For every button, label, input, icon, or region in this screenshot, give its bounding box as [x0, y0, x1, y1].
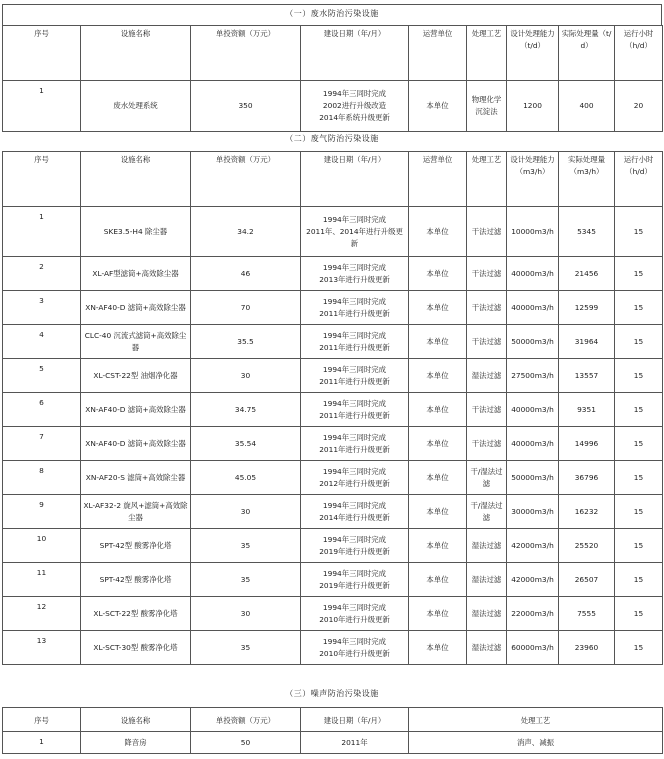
- table-cell: 本单位: [409, 597, 467, 631]
- table-cell: 废水处理系统: [81, 81, 191, 132]
- table-cell: 干法过滤: [467, 291, 507, 325]
- table-cell: 15: [615, 393, 663, 427]
- table-cell: 12599: [559, 291, 615, 325]
- table-cell: 42000m3/h: [507, 529, 559, 563]
- table-cell: 70: [191, 291, 301, 325]
- table-cell: 消声、减振: [409, 732, 663, 754]
- table-cell: 干法过滤: [467, 257, 507, 291]
- column-header: 运营单位: [409, 26, 467, 81]
- table-cell: 30: [191, 495, 301, 529]
- table-cell: 4: [3, 325, 81, 359]
- table-cell: 本单位: [409, 461, 467, 495]
- table-cell: SPT-42型 酸雾净化塔: [81, 563, 191, 597]
- table-cell: 30: [191, 597, 301, 631]
- table-row: [3, 427, 663, 461]
- column-header: 单投资额（万元）: [191, 708, 301, 732]
- table-row: [3, 81, 663, 132]
- table-cell: 15: [615, 325, 663, 359]
- table-cell: 50: [191, 732, 301, 754]
- table-cell: 干/湿法过滤: [467, 461, 507, 495]
- table-cell: 10: [3, 529, 81, 563]
- column-header: 建设日期（年/月）: [301, 708, 409, 732]
- table-cell: 1: [3, 81, 81, 132]
- table-cell: 6: [3, 393, 81, 427]
- noise-facilities-table: [2, 707, 663, 754]
- table-cell: 本单位: [409, 393, 467, 427]
- table-cell: 湿法过滤: [467, 359, 507, 393]
- table-cell: 1994年三同时完成 2010年进行升级更新: [301, 597, 409, 631]
- table-cell: 35.54: [191, 427, 301, 461]
- column-header: 单投资额（万元）: [191, 152, 301, 207]
- table-cell: 物理化学沉淀法: [467, 81, 507, 132]
- table-cell: 1994年三同时完成 2013年进行升级更新: [301, 257, 409, 291]
- column-header: 设施名称: [81, 708, 191, 732]
- table-cell: 35: [191, 529, 301, 563]
- table-cell: 30: [191, 359, 301, 393]
- table-cell: 本单位: [409, 291, 467, 325]
- table-cell: 10000m3/h: [507, 207, 559, 257]
- table-cell: 干/湿法过滤: [467, 495, 507, 529]
- table-cell: 本单位: [409, 207, 467, 257]
- table-cell: 50000m3/h: [507, 461, 559, 495]
- table-cell: 15: [615, 257, 663, 291]
- table-cell: 23960: [559, 631, 615, 665]
- table-cell: 15: [615, 563, 663, 597]
- table-cell: 1994年三同时完成 2011年进行升级更新: [301, 291, 409, 325]
- column-header: 单投资额（万元）: [191, 26, 301, 81]
- table-cell: 干法过滤: [467, 207, 507, 257]
- table-cell: 湿法过滤: [467, 529, 507, 563]
- table-row: [3, 495, 663, 529]
- table-cell: 本单位: [409, 427, 467, 461]
- table-cell: 干法过滤: [467, 325, 507, 359]
- column-header: 建设日期（年/月）: [301, 152, 409, 207]
- table-cell: XL-AF32-2 旋风+滤筒+高效除尘器: [81, 495, 191, 529]
- table-row: [3, 461, 663, 495]
- table-cell: 27500m3/h: [507, 359, 559, 393]
- table-cell: 1994年三同时完成 2012年进行升级更新: [301, 461, 409, 495]
- table-cell: 20: [615, 81, 663, 132]
- table-cell: 40000m3/h: [507, 257, 559, 291]
- table-cell: 9351: [559, 393, 615, 427]
- table-cell: 26507: [559, 563, 615, 597]
- table-cell: 本单位: [409, 495, 467, 529]
- table-cell: 本单位: [409, 359, 467, 393]
- table-cell: 1: [3, 207, 81, 257]
- table-cell: 降音房: [81, 732, 191, 754]
- exhaust-gas-facilities-table: [2, 151, 663, 665]
- table-cell: 31964: [559, 325, 615, 359]
- table-cell: 湿法过滤: [467, 631, 507, 665]
- table-cell: 40000m3/h: [507, 393, 559, 427]
- table-cell: 25520: [559, 529, 615, 563]
- table-cell: 35: [191, 631, 301, 665]
- column-header: 序号: [3, 152, 81, 207]
- table-cell: 2: [3, 257, 81, 291]
- table-cell: 1994年三同时完成 2011年进行升级更新: [301, 393, 409, 427]
- table-cell: XN-AF20-S 滤筒+高效除尘器: [81, 461, 191, 495]
- table-cell: 400: [559, 81, 615, 132]
- table-cell: XL-SCT-30型 酸雾净化塔: [81, 631, 191, 665]
- table-cell: XL-AF型滤筒+高效除尘器: [81, 257, 191, 291]
- table-cell: XL-CST-22型 油烟净化器: [81, 359, 191, 393]
- table-row: [3, 732, 663, 754]
- table-row: [3, 207, 663, 257]
- table-cell: 本单位: [409, 563, 467, 597]
- table-cell: 3: [3, 291, 81, 325]
- table-cell: 5: [3, 359, 81, 393]
- table-cell: 1994年三同时完成 2011年进行升级更新: [301, 427, 409, 461]
- table-cell: 15: [615, 427, 663, 461]
- table-cell: 14996: [559, 427, 615, 461]
- table-cell: 本单位: [409, 529, 467, 563]
- table-cell: 15: [615, 631, 663, 665]
- table-cell: 1994年三同时完成 2002进行升级改造 2014年系统升级更新: [301, 81, 409, 132]
- table-cell: 60000m3/h: [507, 631, 559, 665]
- column-header: 序号: [3, 708, 81, 732]
- table-cell: 42000m3/h: [507, 563, 559, 597]
- table-cell: 本单位: [409, 81, 467, 132]
- table-cell: 15: [615, 461, 663, 495]
- table-cell: 34.75: [191, 393, 301, 427]
- column-header: 实际处理量（t/d）: [559, 26, 615, 81]
- table-cell: 9: [3, 495, 81, 529]
- table-header-row: [3, 26, 663, 81]
- table-cell: 1: [3, 732, 81, 754]
- column-header: 设施名称: [81, 152, 191, 207]
- table-cell: 7555: [559, 597, 615, 631]
- table-cell: 16232: [559, 495, 615, 529]
- table-cell: 1994年三同时完成 2014年进行升级更新: [301, 495, 409, 529]
- column-header: 处理工艺: [467, 26, 507, 81]
- table-cell: 35.5: [191, 325, 301, 359]
- table-cell: 1994年三同时完成 2011年进行升级更新: [301, 359, 409, 393]
- table-cell: 1994年三同时完成 2011年、2014年进行升级更新: [301, 207, 409, 257]
- table-cell: 50000m3/h: [507, 325, 559, 359]
- table-cell: SKE3.5-H4 除尘器: [81, 207, 191, 257]
- table-cell: SPT-42型 酸雾净化塔: [81, 529, 191, 563]
- table-cell: 30000m3/h: [507, 495, 559, 529]
- table-cell: 36796: [559, 461, 615, 495]
- table-cell: 13: [3, 631, 81, 665]
- table-cell: 350: [191, 81, 301, 132]
- table-cell: 11: [3, 563, 81, 597]
- section1-title: （一）废水防治污染设施: [285, 9, 379, 18]
- table-cell: 22000m3/h: [507, 597, 559, 631]
- table-cell: 40000m3/h: [507, 427, 559, 461]
- table-cell: 湿法过滤: [467, 563, 507, 597]
- table-cell: 46: [191, 257, 301, 291]
- table-cell: 15: [615, 529, 663, 563]
- table-cell: 1200: [507, 81, 559, 132]
- table-cell: 15: [615, 495, 663, 529]
- column-header: 设计处理能力（t/d）: [507, 26, 559, 81]
- table-cell: 5345: [559, 207, 615, 257]
- table-cell: CLC-40 沉流式滤筒+高效除尘器: [81, 325, 191, 359]
- table-cell: XN-AF40-D 滤筒+高效除尘器: [81, 393, 191, 427]
- table-row: [3, 631, 663, 665]
- table-cell: 35: [191, 563, 301, 597]
- table-cell: 13557: [559, 359, 615, 393]
- table-cell: 15: [615, 597, 663, 631]
- table-cell: 2011年: [301, 732, 409, 754]
- table-cell: 8: [3, 461, 81, 495]
- table-cell: 本单位: [409, 257, 467, 291]
- table-cell: 干法过滤: [467, 427, 507, 461]
- column-header: 处理工艺: [409, 708, 663, 732]
- table-cell: 1994年三同时完成 2019年进行升级更新: [301, 529, 409, 563]
- table-row: [3, 597, 663, 631]
- table-cell: 45.05: [191, 461, 301, 495]
- table-row: [3, 257, 663, 291]
- table-row: [3, 359, 663, 393]
- table-cell: 15: [615, 207, 663, 257]
- table-row: [3, 529, 663, 563]
- table-cell: XL-SCT-22型 酸雾净化塔: [81, 597, 191, 631]
- table-cell: 40000m3/h: [507, 291, 559, 325]
- table-cell: 干法过滤: [467, 393, 507, 427]
- table-cell: 本单位: [409, 631, 467, 665]
- table-cell: XN-AF40-D 滤筒+高效除尘器: [81, 291, 191, 325]
- table-row: [3, 563, 663, 597]
- column-header: 运营单位: [409, 152, 467, 207]
- table-header-row: [3, 152, 663, 207]
- table-cell: 本单位: [409, 325, 467, 359]
- table-row: [3, 325, 663, 359]
- table-cell: 12: [3, 597, 81, 631]
- section3-title: （三）噪声防治污染设施: [285, 689, 379, 698]
- table-row: [3, 393, 663, 427]
- table-cell: 1994年三同时完成 2019年进行升级更新: [301, 563, 409, 597]
- table-cell: 1994年三同时完成 2011年进行升级更新: [301, 325, 409, 359]
- column-header: 实际处理量（m3/h）: [559, 152, 615, 207]
- column-header: 处理工艺: [467, 152, 507, 207]
- table-cell: 21456: [559, 257, 615, 291]
- table-cell: 1994年三同时完成 2010年进行升级更新: [301, 631, 409, 665]
- table-row: [3, 291, 663, 325]
- table-header-row: [3, 708, 663, 732]
- column-header: 运行小时（h/d）: [615, 152, 663, 207]
- table-cell: 34.2: [191, 207, 301, 257]
- column-header: 建设日期（年/月）: [301, 26, 409, 81]
- table-cell: 15: [615, 359, 663, 393]
- table-cell: 湿法过滤: [467, 597, 507, 631]
- column-header: 设施名称: [81, 26, 191, 81]
- column-header: 设计处理能力（m3/h）: [507, 152, 559, 207]
- table-cell: 7: [3, 427, 81, 461]
- section2-title: （二）废气防治污染设施: [285, 134, 379, 143]
- table-cell: XN-AF40-D 滤筒+高效除尘器: [81, 427, 191, 461]
- column-header: 序号: [3, 26, 81, 81]
- table-cell: 15: [615, 291, 663, 325]
- column-header: 运行小时（h/d）: [615, 26, 663, 81]
- wastewater-facilities-table: [2, 25, 663, 132]
